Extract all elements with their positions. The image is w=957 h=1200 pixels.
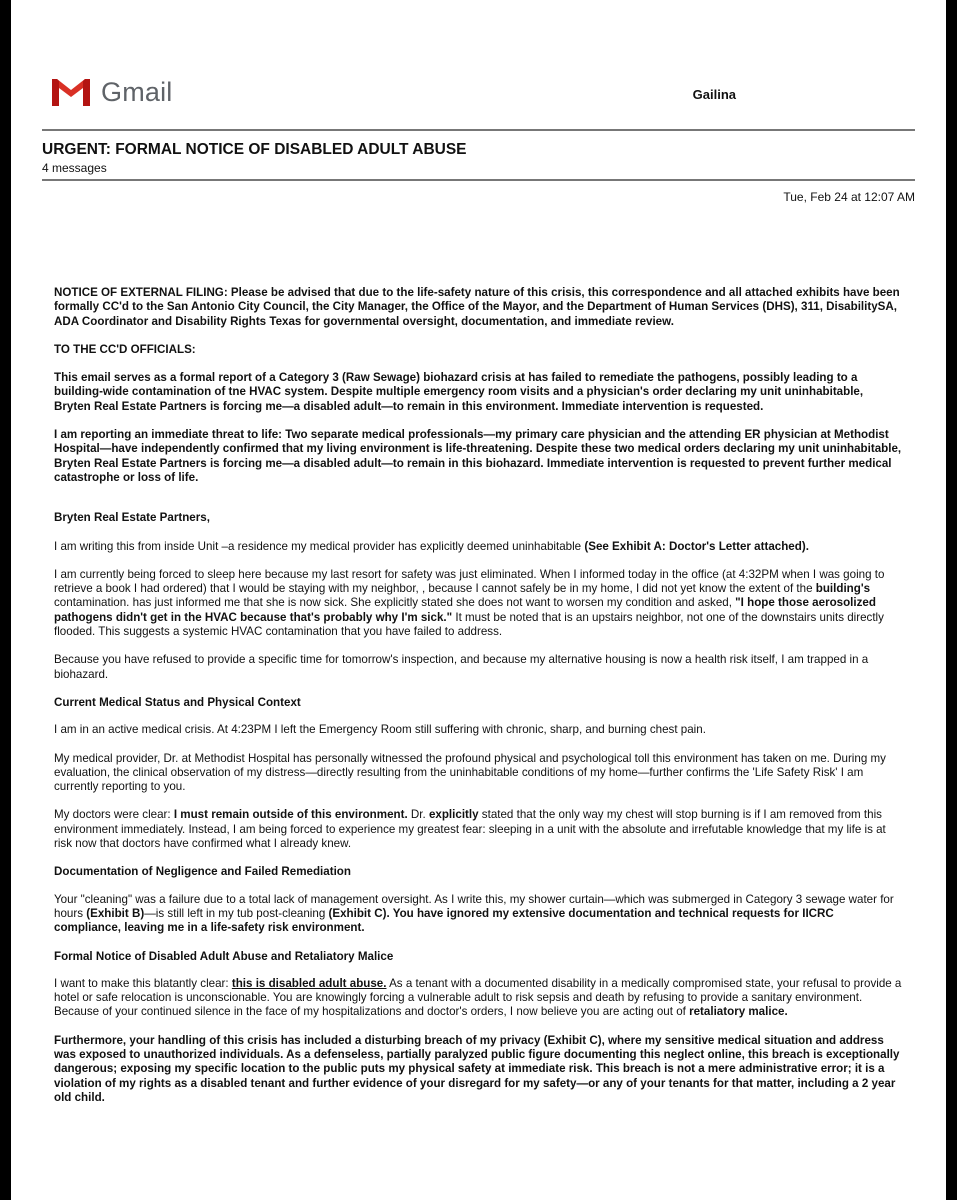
cleaning-paragraph [54, 893, 902, 936]
salutation: Bryten Real Estate Partners, [54, 511, 210, 525]
p6-text-c: —is still left in my tub post-cleaning [144, 906, 329, 920]
p7-text-d: retaliatory malice. [689, 1005, 788, 1019]
p1-text-b: building's [815, 582, 871, 596]
p5-text-c: Dr. [407, 808, 429, 822]
neighbor-quote: "I hope those aerosolized pathogens didn't get in the HVAC because that's probably why I'm sick." [54, 596, 876, 624]
writing-text: I am writing this from inside Unit –a residence my medical provider has explicitly deemed uninhabitable [54, 539, 585, 553]
exhibit-c-ref: (Exhibit C). [328, 906, 390, 920]
p1-text-a: I am currently being forced to sleep here because my last resort for safety was just eliminated. When I informed today in the office (at 4:32PM when I was going to retrieve a book I had ordered) that I would be staying with my neighbor, , because I cannot safely be in my home, I did not yet know the extent of the [54, 567, 885, 596]
trapped-paragraph: Because you have refused to provide a specific time for tomorrow's inspection, and because my alternative housing is now a health risk itself, I am trapped in a biohazard. [54, 653, 869, 681]
p7-text-b: this is disabled adult abuse. [231, 976, 387, 990]
medical-crisis-paragraph: I am in an active medical crisis. At 4:23PM I left the Emergency Room still suffering with chronic, sharp, and burning chest pain. [54, 723, 706, 737]
p5-text-d: explicitly [428, 808, 479, 822]
subject-divider [42, 179, 915, 181]
forced-to-sleep-paragraph [54, 568, 902, 639]
p5-text-a: My doctors were clear: [54, 808, 174, 822]
writing-paragraph [54, 540, 902, 554]
header-divider [42, 129, 915, 131]
gmail-wordmark: Gmail [101, 76, 173, 107]
officials-heading: TO THE CC'D OFFICIALS: [54, 342, 196, 356]
gmail-m-icon [49, 76, 93, 108]
message-timestamp: Tue, Feb 24 at 12:07 AM [783, 190, 915, 204]
message-count: 4 messages [42, 161, 107, 175]
exhibit-b-ref: (Exhibit B) [86, 906, 145, 920]
privacy-breach-paragraph: Furthermore, your handling of this crisis has included a disturbing breach of my privacy (Exhibit C), where my sensitive medical situation and address was exposed to unauthorized individuals. As a defenseless, partially paralyzed public figure documenting this neglect online, this breach is exceptionally dangerous; exposing my specific location to the public puts my physical safety at immediate risk. This breach is not a mere administrative error; it is a violation of my rights as a disabled tenant and further evidence of your disregard for my safety—or any of your tenants for that matter, including a 2 year old child. [54, 1033, 900, 1104]
p1-text-c: contamination. has just informed me that she is now sick. She explicitly stated she does not want to worsen my condition and asked, [54, 596, 736, 610]
provider-paragraph: My medical provider, Dr. at Methodist Hospital has personally witnessed the profound physical and psychological toll this environment has taken on me. During my evaluation, the clinical observation of my distress—directly resulting from the uninhabitable conditions of my home—further confirms the 'Life Safety Risk' I am currently reporting to you. [54, 751, 886, 794]
p1-text-e: It must be noted that is an upstairs neighbor, not one of the downstairs units directly flooded. This suggests a systemic HVAC contamination that you have failed to address. [54, 610, 884, 639]
notice-paragraph: NOTICE OF EXTERNAL FILING: Please be advised that due to the life-safety nature of this crisis, this correspondence and all attached exhibits have been formally CC'd to the San Antonio City Council, the City Manager, the Office of the Mayor, and the Department of Human Services (DHS), 311, DisabilitySA, ADA Coordinator and Disability Rights Texas for governmental oversight, documentation, and immediate review. [54, 286, 900, 328]
p6-text-a: Your "cleaning" was a failure due to a total lack of management oversight. As I write this, my shower curtain—which was submerged in Category 3 sewage water for hours [54, 892, 894, 920]
exhibit-a-ref: (See Exhibit A: Doctor's Letter attached). [584, 539, 809, 553]
p5-text-e: stated that the only way my chest will stop burning is if I am removed from this environment immediately. Instead, I am being forced to experience my greatest fear: sleeping in a unit with the absolute and irrefutable knowledge that my life is at risk now that doctors have confirmed what I already knew. [54, 808, 886, 851]
message-body [54, 286, 902, 1119]
account-name: Gailina [692, 87, 736, 102]
p7-text-a: I want to make this blatantly clear: [54, 976, 232, 990]
p7-text-c: As a tenant with a documented disability in a medically compromised state, your refusal to provide a hotel or safe relocation is unconscionable. You are knowingly forcing a vulnerable adult to risk sepsis and death by refusing to provide a sanitary environment. Because of your continued silence in the face of my hospitalizations and doctor's orders, I now believe you are acting out of [54, 976, 902, 1019]
p6-text-e: You have ignored my extensive documentation and technical requests for IICRC compliance, leaving me in a life-safety risk environment. [54, 906, 834, 935]
section-heading-abuse: Formal Notice of Disabled Adult Abuse and Retaliatory Malice [54, 949, 394, 963]
section-heading-medical-status: Current Medical Status and Physical Context [54, 695, 301, 709]
printed-page [11, 0, 946, 1200]
abuse-paragraph [54, 977, 902, 1020]
p5-text-b: I must remain outside of this environment. [173, 808, 408, 822]
section-heading-negligence: Documentation of Negligence and Failed Remediation [54, 865, 351, 879]
doctors-clear-paragraph [54, 808, 902, 851]
threat-paragraph: I am reporting an immediate threat to life: Two separate medical professionals—my primary care physician and the attending ER physician at Methodist Hospital—have independently confirmed that my living environment is life-threatening. Despite these two medical orders declaring my unit uninhabitable, Bryten Real Estate Partners is forcing me—a disabled adult—to remain in this biohazard. Immediate intervention is requested to prevent further medical catastrophe or loss of life. [54, 428, 902, 484]
gmail-logo [49, 76, 173, 108]
report-paragraph: This email serves as a formal report of a Category 3 (Raw Sewage) biohazard crisis at has failed to remediate the pathogens, possibly leading to a building-wide contamination of tne HVAC system. Despite multiple emergency room visits and a physician's order declaring my unit uninhabitable, Bryten Real Estate Partners is forcing me—a disabled adult—to remain in this environment. Immediate intervention is requested. [54, 371, 864, 413]
thread-subject: URGENT: FORMAL NOTICE OF DISABLED ADULT ABUSE [42, 141, 467, 158]
